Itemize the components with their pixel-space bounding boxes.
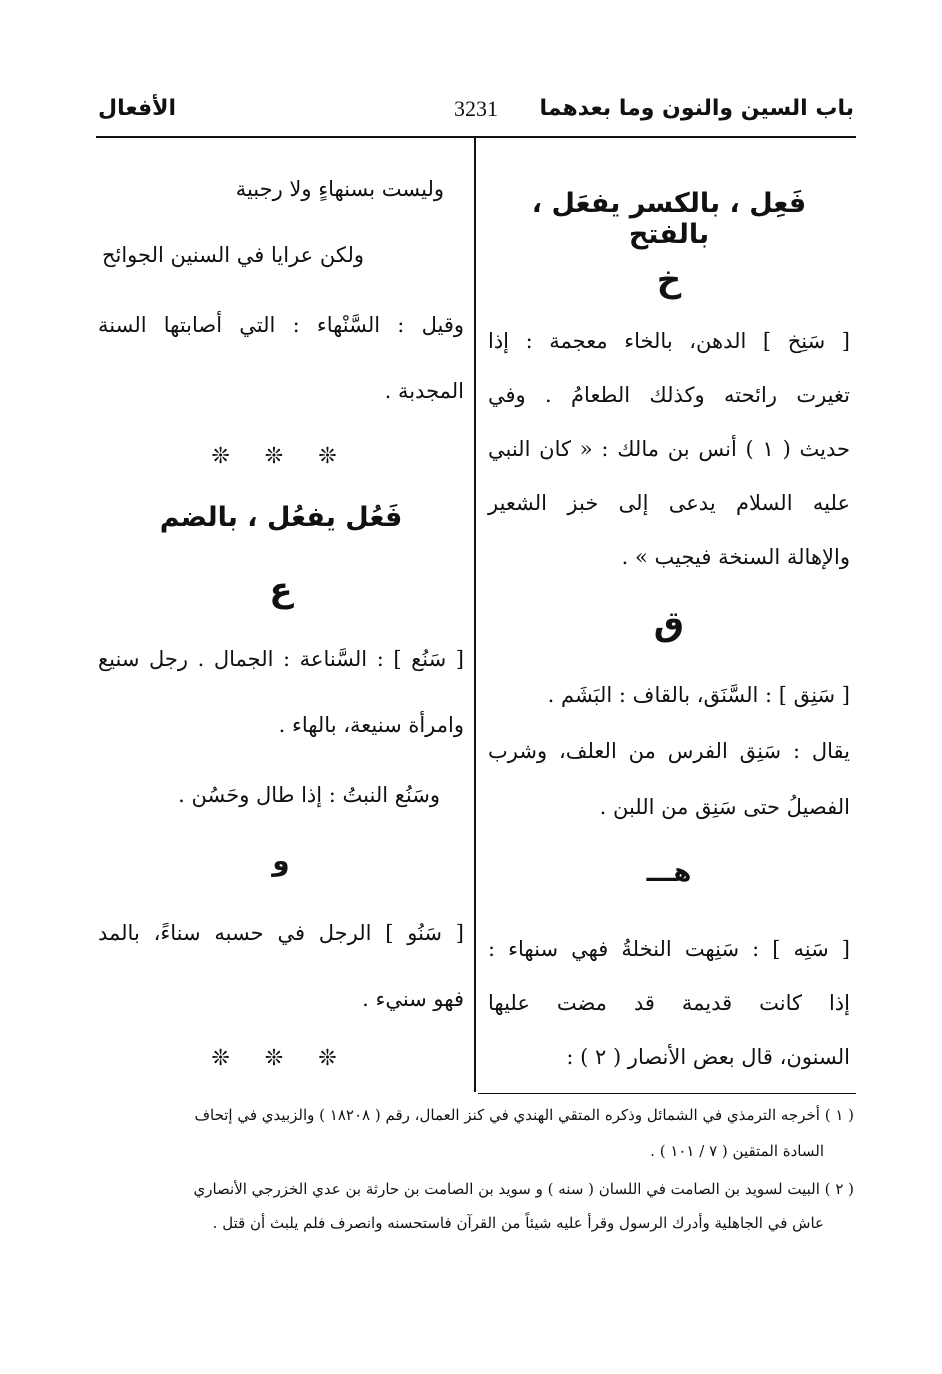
footnote-line: السادة المتقين ( ٧ / ١٠١ ) . — [650, 1142, 824, 1160]
entry-line: [ سَنِق ] : السَّنَق، بالقاف : البَشَم . — [547, 683, 850, 707]
entry-line: السنون، قال بعض الأنصار ( ٢ ) : — [566, 1045, 850, 1069]
entry-line: إذا كانت قديمة قد مضت عليها — [488, 991, 850, 1015]
entry-line: [ سَنُو ] الرجل في حسبه سناءً، بالمد — [98, 921, 464, 945]
letter-heading-qaf: ق — [653, 604, 685, 644]
poem-line: ولكن عرايا في السنين الجوائح — [101, 243, 364, 267]
header-rule — [96, 136, 856, 138]
entry-line: [ سَنِه ] : سَنِهت النخلةُ فهي سنهاء : — [488, 937, 850, 961]
footnote-line: عاش في الجاهلية وأدرك الرسول وقرأ عليه شيئاً من القرآن فاستحسنه وانصرف فلم يلبث أن قتل . — [212, 1214, 824, 1232]
letter-heading-waw: و — [272, 844, 290, 877]
footnote-line: ( ٢ ) البيت لسويد بن الصامت في اللسان ( سنه ) و سويد بن الصامت بن حارثة بن عدي الخزرجي الأنصاري — [193, 1180, 854, 1198]
section-divider-stars: ❊ ❊ ❊ — [211, 444, 351, 469]
poem-line: وليست بسنهاءٍ ولا رجبية — [235, 177, 444, 201]
entry-line: [ سَنِخ ] الدهن، بالخاء معجمة : إذا — [488, 329, 850, 353]
section-divider-stars: ❊ ❊ ❊ — [211, 1046, 351, 1071]
entry-line: فهو سنيء . — [362, 987, 464, 1011]
entry-line: [ سَنُع ] : السَّناعة : الجمال . رجل سنيع — [98, 647, 464, 671]
entry-line: الفصيلُ حتى سَنِق من اللبن . — [599, 795, 850, 819]
letter-heading-kha: خ — [656, 260, 682, 300]
section-heading-damm: فَعُل يفعُل ، بالضم — [159, 502, 403, 533]
entry-line: حديث ( ١ ) أنس بن مالك : « كان النبي — [488, 437, 850, 461]
page-header — [98, 92, 854, 132]
entry-line: تغيرت رائحته وكذلك الطعامُ . وفي — [488, 383, 850, 407]
page-number: 3231 — [454, 96, 498, 121]
entry-line: وامرأة سنيعة، بالهاء . — [278, 713, 464, 737]
letter-heading-ha: هـــ — [646, 858, 692, 888]
footnote-rule — [478, 1093, 856, 1094]
column-separator — [474, 137, 476, 1092]
header-left-title: الأفعال — [98, 96, 177, 121]
entry-line: عليه السلام يدعى إلى خبز الشعير — [488, 491, 850, 515]
entry-line: وسَنُع النبتُ : إذا طال وحَسُن . — [178, 783, 440, 807]
entry-line: والإهالة السنخة فيجيب » . — [621, 545, 850, 569]
footnote-line: ( ١ ) أخرجه الترمذي في الشمائل وذكره المتقي الهندي في كنز العمال، رقم ( ١٨٢٠٨ ) والزبيدي في إتحاف — [194, 1106, 854, 1124]
entry-line: وقيل : السَّنْهاء : التي أصابتها السنة — [98, 313, 464, 337]
entry-line: يقال : سَنِق الفرس من العلف، وشرب — [488, 739, 850, 763]
header-right-title: باب السين والنون وما بعدهما — [539, 96, 854, 121]
entry-line: المجدبة . — [384, 379, 464, 403]
section-heading-kasr: فَعِل ، بالكسر يفعَل ، بالفتح — [531, 188, 807, 250]
letter-heading-ain: ع — [269, 570, 293, 610]
